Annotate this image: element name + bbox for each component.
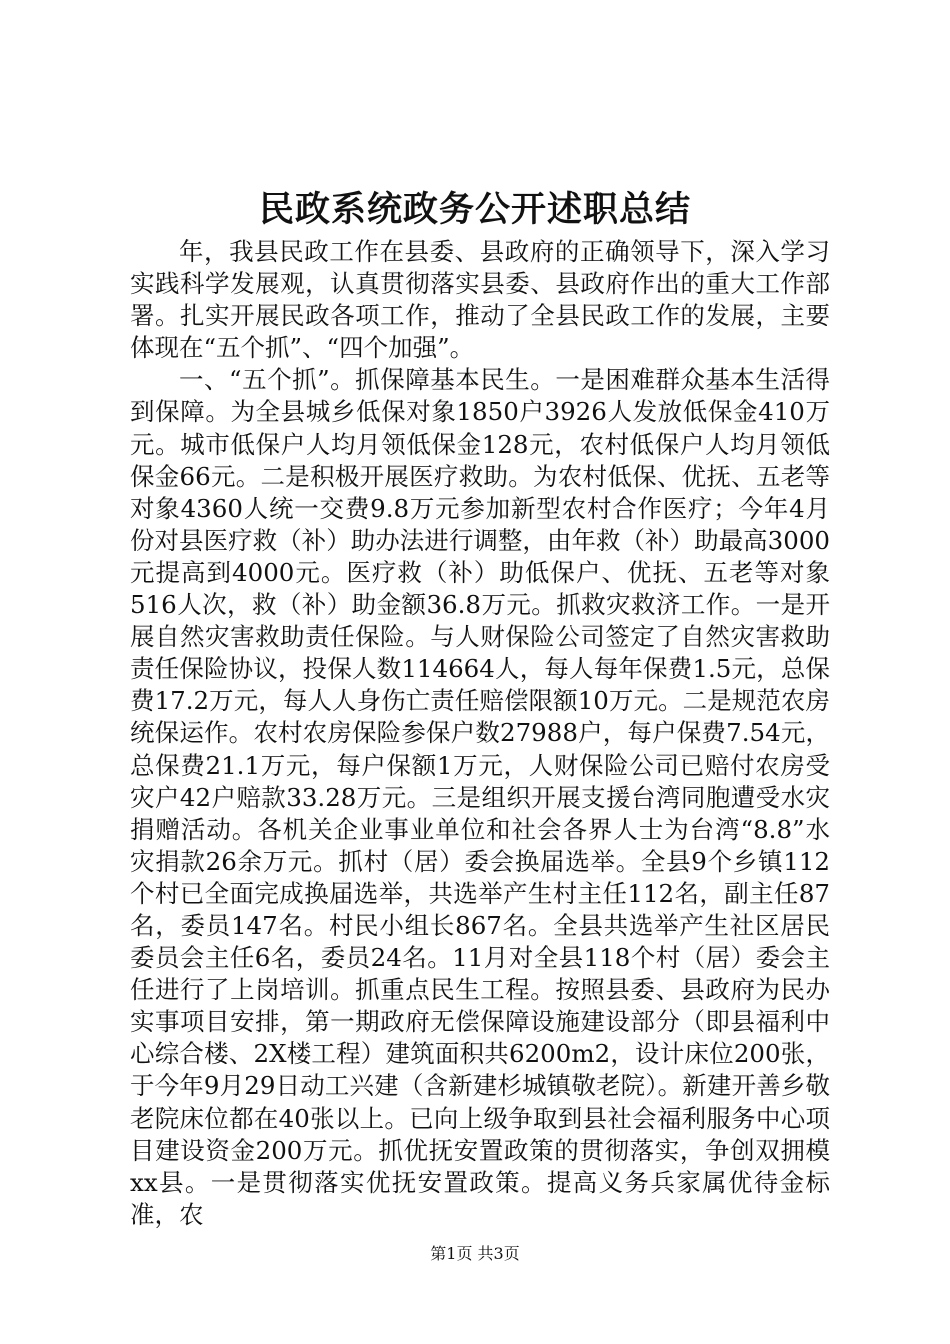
paragraph-five-points: 一、“五个抓”。抓保障基本民生。一是困难群众基本生活得到保障。为全县城乡低保对象1850户3926人发放低保金410万元。城市低保户人均月领低保金128元，农村低保户人均月领低保金66元。二是积极开展医疗救助。为农村低保、优抚、五老等对象4360人统一交费9.8万元参加新型农村合作医疗；今年4月份对县医疗救（补）助办法进行调整，由年救（补）助最高3000元提高到4000元。医疗救（补）助低保户、优抚、五老等对象516人次，救（补）助金额36.8万元。抓救灾救济工作。一是开展自然灾害救助责任保险。与人财保险公司签定了自然灾害救助责任保险协议，投保人数114664人，每人每年保费1.5元，总保费17.2万元，每人人身伤亡责任赔偿限额10万元。二是规范农房统保运作。农村农房保险参保户数27988户，每户保费7.54元，总保费21.1万元，每户保额1万元，人财保险公司已赔付农房受灾户42户赔款33.28万元。三是组织开展支援台湾同胞遭受水灾捐赠活动。各机关企业事业单位和社会各界人士为台湾“8.8”水灾捐款26余万元。抓村（居）委会换届选举。全县9个乡镇112个村已全面完成换届选举，共选举产生村主任112名，副主任87名，委员147名。村民小组长867名。全县共选举产生社区居民委员会主任6名，委员24名。11月对全县118个村（居）委会主任进行了上岗培训。抓重点民生工程。按照县委、县政府为民办实事项目安排，第一期政府无偿保障设施建设部分（即县福利中心综合楼、2X楼工程）建筑面积共6200m2，设计床位200张，于今年9月29日动工兴建（含新建杉城镇敬老院）。新建开善乡敬老院床位都在40张以上。已向上级争取到县社会福利服务中心项目建设资金200万元。抓优抚安置政策的贯彻落实，争创双拥模xx县。一是贯彻落实优抚安置政策。提高义务兵家属优待金标准，农 — [130, 365, 830, 1229]
paragraph-intro: 年，我县民政工作在县委、县政府的正确领导下，深入学习实践科学发展观，认真贯彻落实县委、县政府作出的重大工作部署。扎实开展民政各项工作，推动了全县民政工作的发展，主要体现在“五个抓”、“四个加强”。 — [130, 237, 830, 363]
document-title: 民政系统政务公开述职总结 — [258, 189, 691, 230]
page-footer: 第1页 共3页 — [430, 1244, 520, 1263]
document-body — [130, 236, 830, 1231]
